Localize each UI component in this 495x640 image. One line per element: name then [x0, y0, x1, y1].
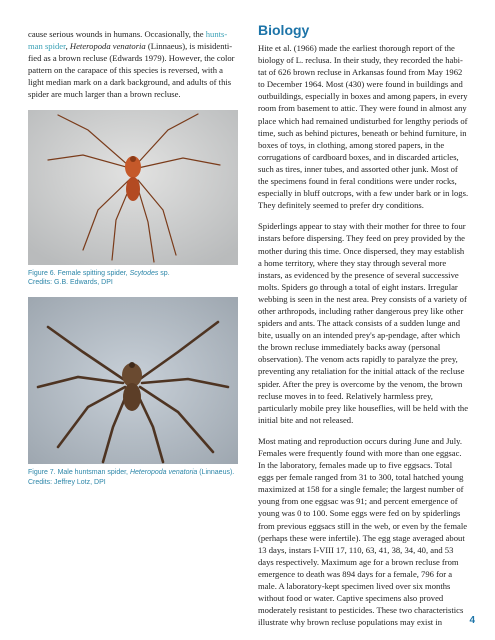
biology-paragraph-1: Hite et al. (1966) made the earliest thorough report of the biology of L. reclusa. In their study, they recorded the habi-tat of 626 brown recluse in Arkansas found from May 1962 to December 1964. Most (430) were found in buildings and outbuildings, especially in boxes and among papers, in every room from basement to attic. They were found in almost any place which had remained undisturbed for lengthy periods of time, such as behind pictures, beneath or behind furniture, in boxes of toys, in clothing, among stored papers, in the corrugations of cardboard boxes, and in discarded articles, such as tires, inner tubes, and assorted other junk. Most of the specimens found in feral conditions were under rocks, especially in bluff outcrops, with a few under bark or in logs. They definitely seemed to prefer dry conditions. [258, 43, 469, 211]
left-column [28, 28, 238, 487]
intro-text-2: , [65, 41, 70, 52]
figure6-credit: Credits: G.B. Edwards, DPI [28, 278, 113, 286]
biology-paragraph-3: Most mating and reproduction occurs during June and July. Females were frequently found with more than one eggsac. In the laboratory, females made up to five eggsacs. Total eggs per female ranged from 31 to 300, total hatched young maximized at 158 for a single female; the largest number of young from one eggsac was 91; and percent emergence of young was 0 to 100. Some eggs were fed on by spiderlings from previous eggsacs still in the web, or even by the female (perhaps these were infertile). The egg stage averaged about 13 days, instars I-VIII 17, 110, 63, 41, 38, 34, 40, and 53 days respectively. Maximum age for a brown recluse from emergence to death was 894 days for a female, 796 for a male. A laboratory-kept specimen lived over six months without food or water. Captive specimens also proved moderately resistant to pesticides. These two characteristics illustrate why brown recluse populations may exist in [258, 435, 468, 628]
right-column [258, 22, 470, 637]
figure7-caption-prefix: Figure 7. Male huntsman spider, [28, 469, 130, 477]
huntsman-spider-image [28, 297, 238, 464]
biology-heading: Biology [258, 22, 310, 38]
species-name: Heteropoda venatoria [69, 41, 146, 52]
page-number: 4 [469, 615, 475, 626]
figure6-photo [28, 110, 238, 265]
huntsman-spider-link[interactable]: hunts-man spider [28, 29, 228, 52]
figure7-caption-species: Heteropoda venatoria [129, 469, 198, 477]
figure6-caption [28, 269, 238, 288]
intro-text-3: (Linnaeus), is misidenti-fied as a brown recluse (Edwards 1979). However, the color pattern on the carapace of this species is reversed, with a light median mark on a dark background, and adults of this spider are much larger than a brown recluse. [28, 41, 235, 100]
intro-text-1: cause serious wounds in humans. Occasionally, the [28, 29, 206, 39]
intro-paragraph [28, 28, 238, 101]
figure7-caption [28, 468, 238, 487]
spitting-spider-image [28, 110, 238, 265]
figure6-caption-suffix: sp. [158, 269, 170, 277]
figure7-caption-suffix: (Linnaeus). [197, 469, 235, 477]
figure6-caption-prefix: Figure 6. Female spitting spider, [28, 269, 130, 277]
biology-paragraph-2: Spiderlings appear to stay with their mother for three to four instars before dispersing. They feed on prey provided by the mother during this time. Once dispersed, they may establish a home territory, where they stay through several more instars, as evidenced by the presence of several successive molts. Spiders go through a total of eight instars. Irregular webbing is seen in the nest area. Prey consists of a variety of other arthropods, including rather dangerous prey like other spiders and ants. The attack consists of a sudden lunge and bite, usually on an intended prey's ap-pendage, after which the brown recluse immediately backs away (personal observation). The venom acts rapidly to paralyze the prey, preventing any retaliation for the initial attack of the recluse spider. After the prey is overcome by the venom, the brown recluse moves in to feed. Relatively harmless prey, particularly mobile prey like houseflies, will be held with the initial bite and not released. [258, 221, 469, 425]
figure7-credit: Credits: Jeffrey Lotz, DPI [28, 478, 106, 486]
figure6-caption-species: Scytodes [129, 269, 159, 277]
figure7-photo [28, 297, 238, 464]
